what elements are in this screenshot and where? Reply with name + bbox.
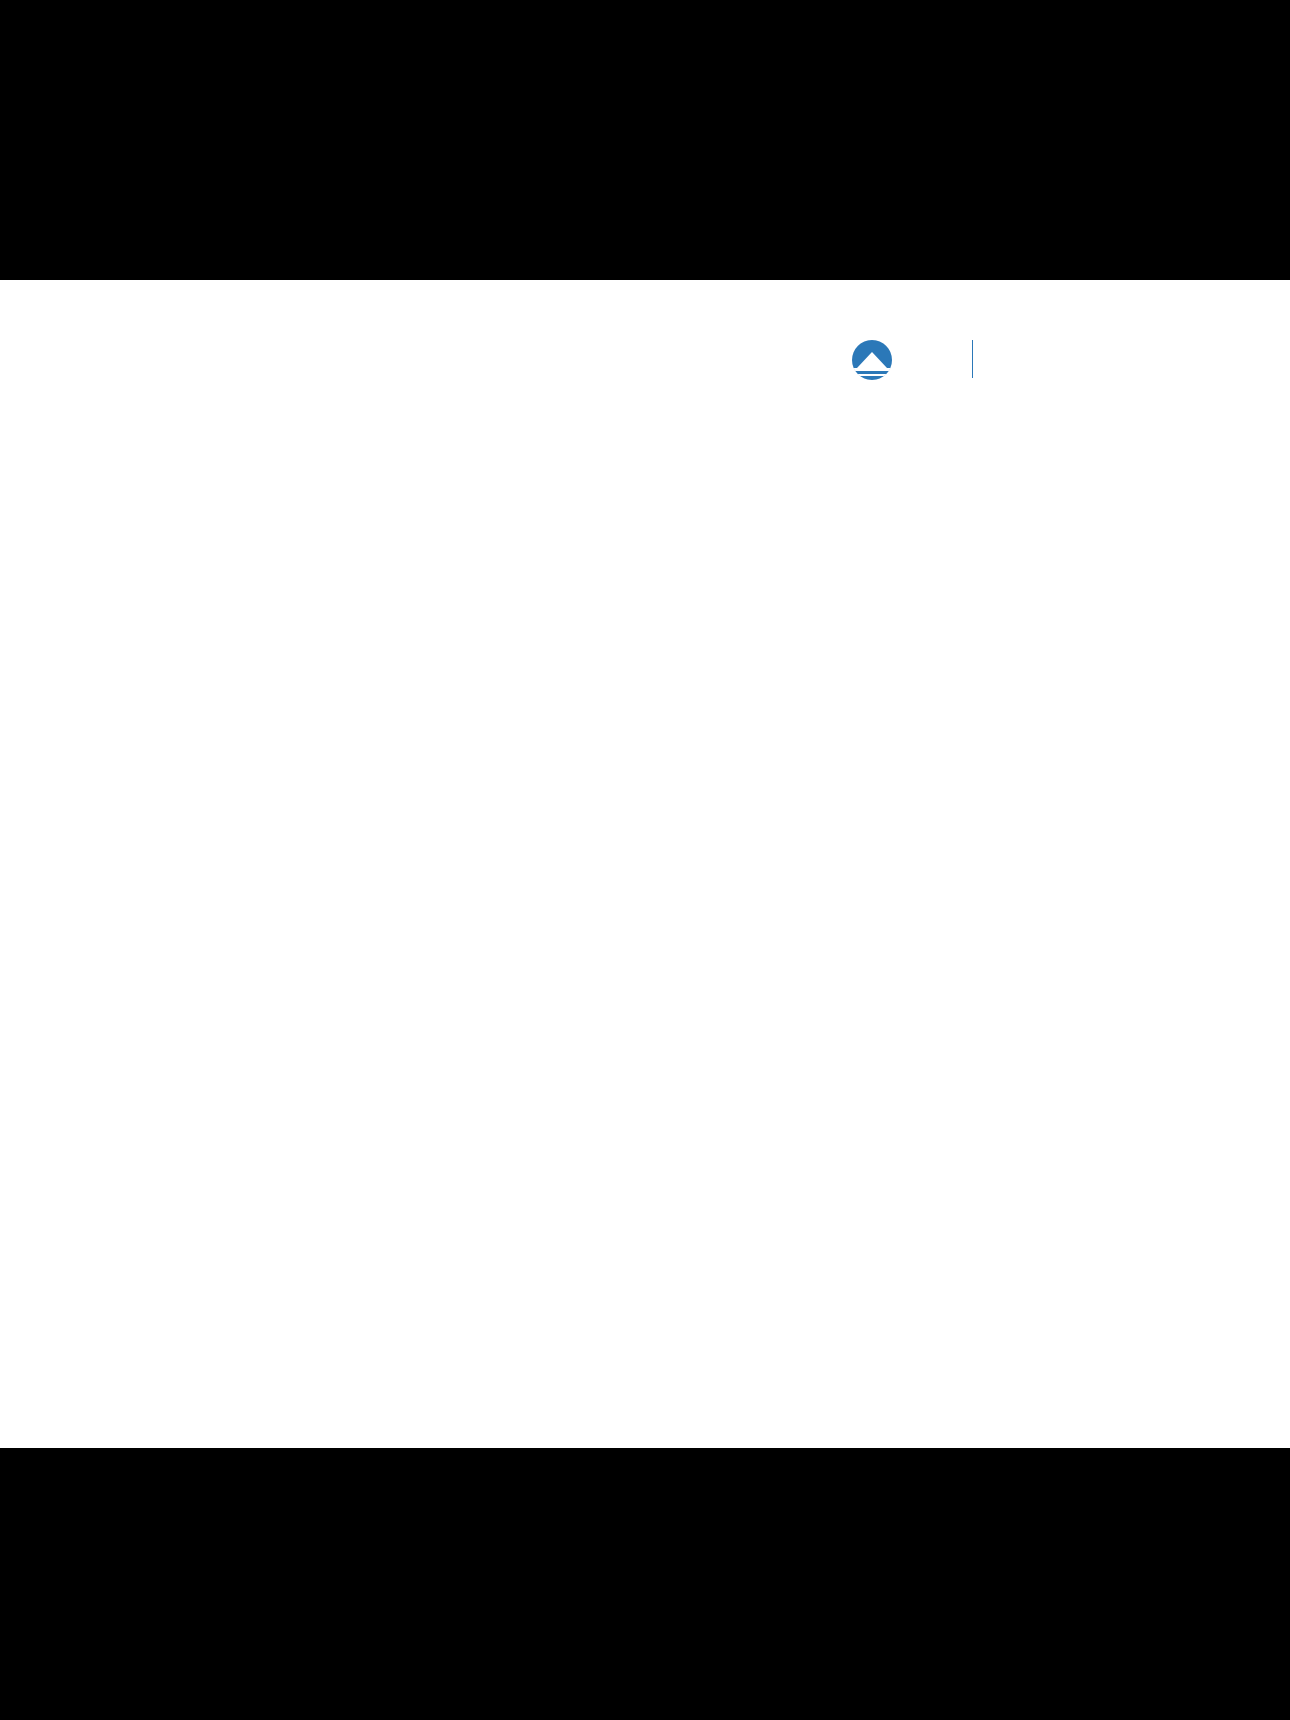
- menu-page: [0, 280, 1290, 1448]
- logo-divider: [972, 340, 973, 378]
- dps-logo: [852, 338, 1192, 388]
- dps-seal-icon: [852, 340, 892, 380]
